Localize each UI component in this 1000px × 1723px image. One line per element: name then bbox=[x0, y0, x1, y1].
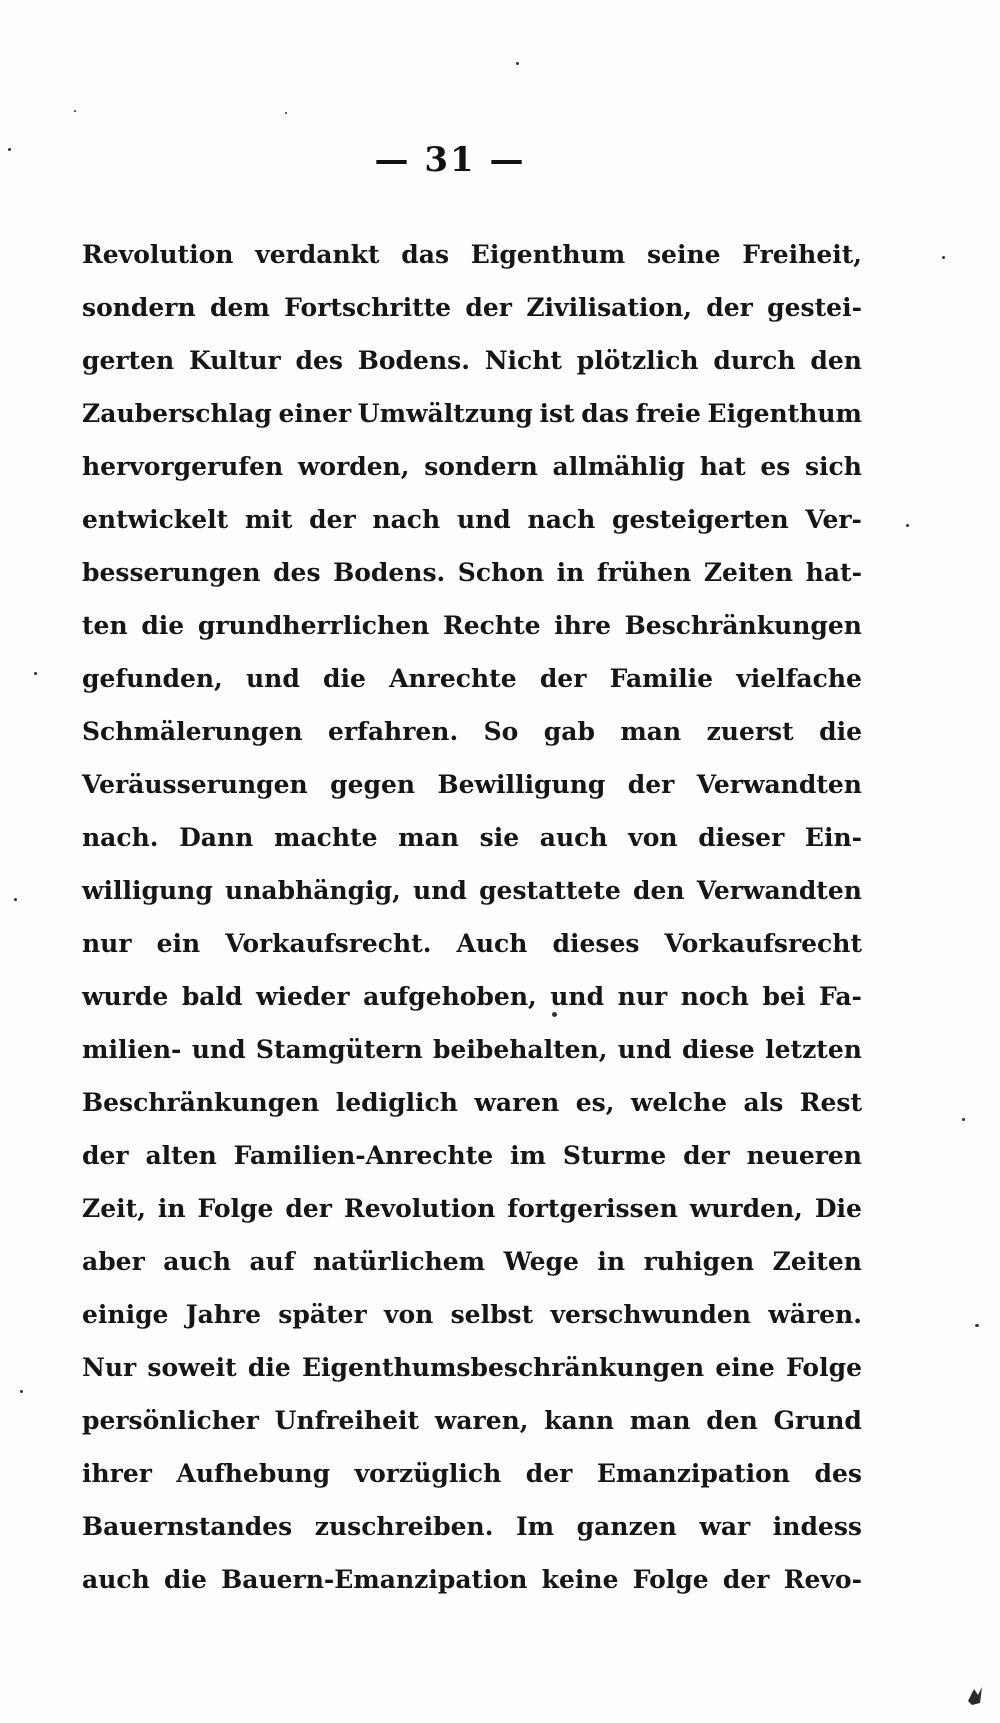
text-line: Nur soweit die Eigenthumsbeschränkungen eine Folge bbox=[82, 1353, 862, 1382]
text-line: ihrer Aufhebung vorzüglich der Emanzipation des bbox=[82, 1459, 862, 1488]
text-line: willigung unabhängig, und gestattete den Verwandten bbox=[82, 876, 862, 905]
text-line: nur ein Vorkaufsrecht. Auch dieses Vorkaufsrecht bbox=[82, 929, 862, 958]
text-line: gerten Kultur des Bodens. Nicht plötzlich durch den bbox=[82, 346, 862, 375]
text-line: Zeit, in Folge der Revolution fortgerissen wurden, Die bbox=[82, 1194, 862, 1223]
text-line: ten die grundherrlichen Rechte ihre Beschränkungen bbox=[82, 611, 862, 640]
text-line: aber auch auf natürlichem Wege in ruhigen Zeiten bbox=[82, 1247, 862, 1276]
text-line: Schmälerungen erfahren. So gab man zuerst die bbox=[82, 717, 862, 746]
text-line: der alten Familien-Anrechte im Sturme der neueren bbox=[82, 1141, 862, 1170]
text-line: sondern dem Fortschritte der Zivilisation, der gestei- bbox=[82, 293, 862, 322]
body-text bbox=[82, 228, 862, 1606]
ink-smudge bbox=[964, 1683, 986, 1707]
text-line: persönlicher Unfreiheit waren, kann man den Grund bbox=[82, 1406, 862, 1435]
text-line: auch die Bauern-Emanzipation keine Folge der Revo- bbox=[82, 1565, 862, 1594]
text-line: Veräusserungen gegen Bewilligung der Verwandten bbox=[82, 770, 862, 799]
text-line: entwickelt mit der nach und nach gesteigerten Ver- bbox=[82, 505, 862, 534]
text-line: Revolution verdankt das Eigenthum seine Freiheit, bbox=[82, 240, 862, 269]
text-line: einige Jahre später von selbst verschwunden wären. bbox=[82, 1300, 862, 1329]
text-line: nach. Dann machte man sie auch von dieser Ein- bbox=[82, 823, 862, 852]
text-line: Zauberschlag einer Umwältzung ist das freie Eigenthum bbox=[82, 399, 862, 428]
text-line: besserungen des Bodens. Schon in frühen Zeiten hat- bbox=[82, 558, 862, 587]
text-line: Bauernstandes zuschreiben. Im ganzen war indess bbox=[82, 1512, 862, 1541]
text-line: Beschränkungen lediglich waren es, welche als Rest bbox=[82, 1088, 862, 1117]
text-line: hervorgerufen worden, sondern allmählig hat es sich bbox=[82, 452, 862, 481]
text-line: wurde bald wieder aufgehoben, und nur noch bei Fa- bbox=[82, 982, 862, 1011]
text-line: gefunden, und die Anrechte der Familie vielfache bbox=[82, 664, 862, 693]
text-line: milien- und Stamgütern beibehalten, und diese letzten bbox=[82, 1035, 862, 1064]
page-number: — 31 — bbox=[374, 140, 526, 180]
